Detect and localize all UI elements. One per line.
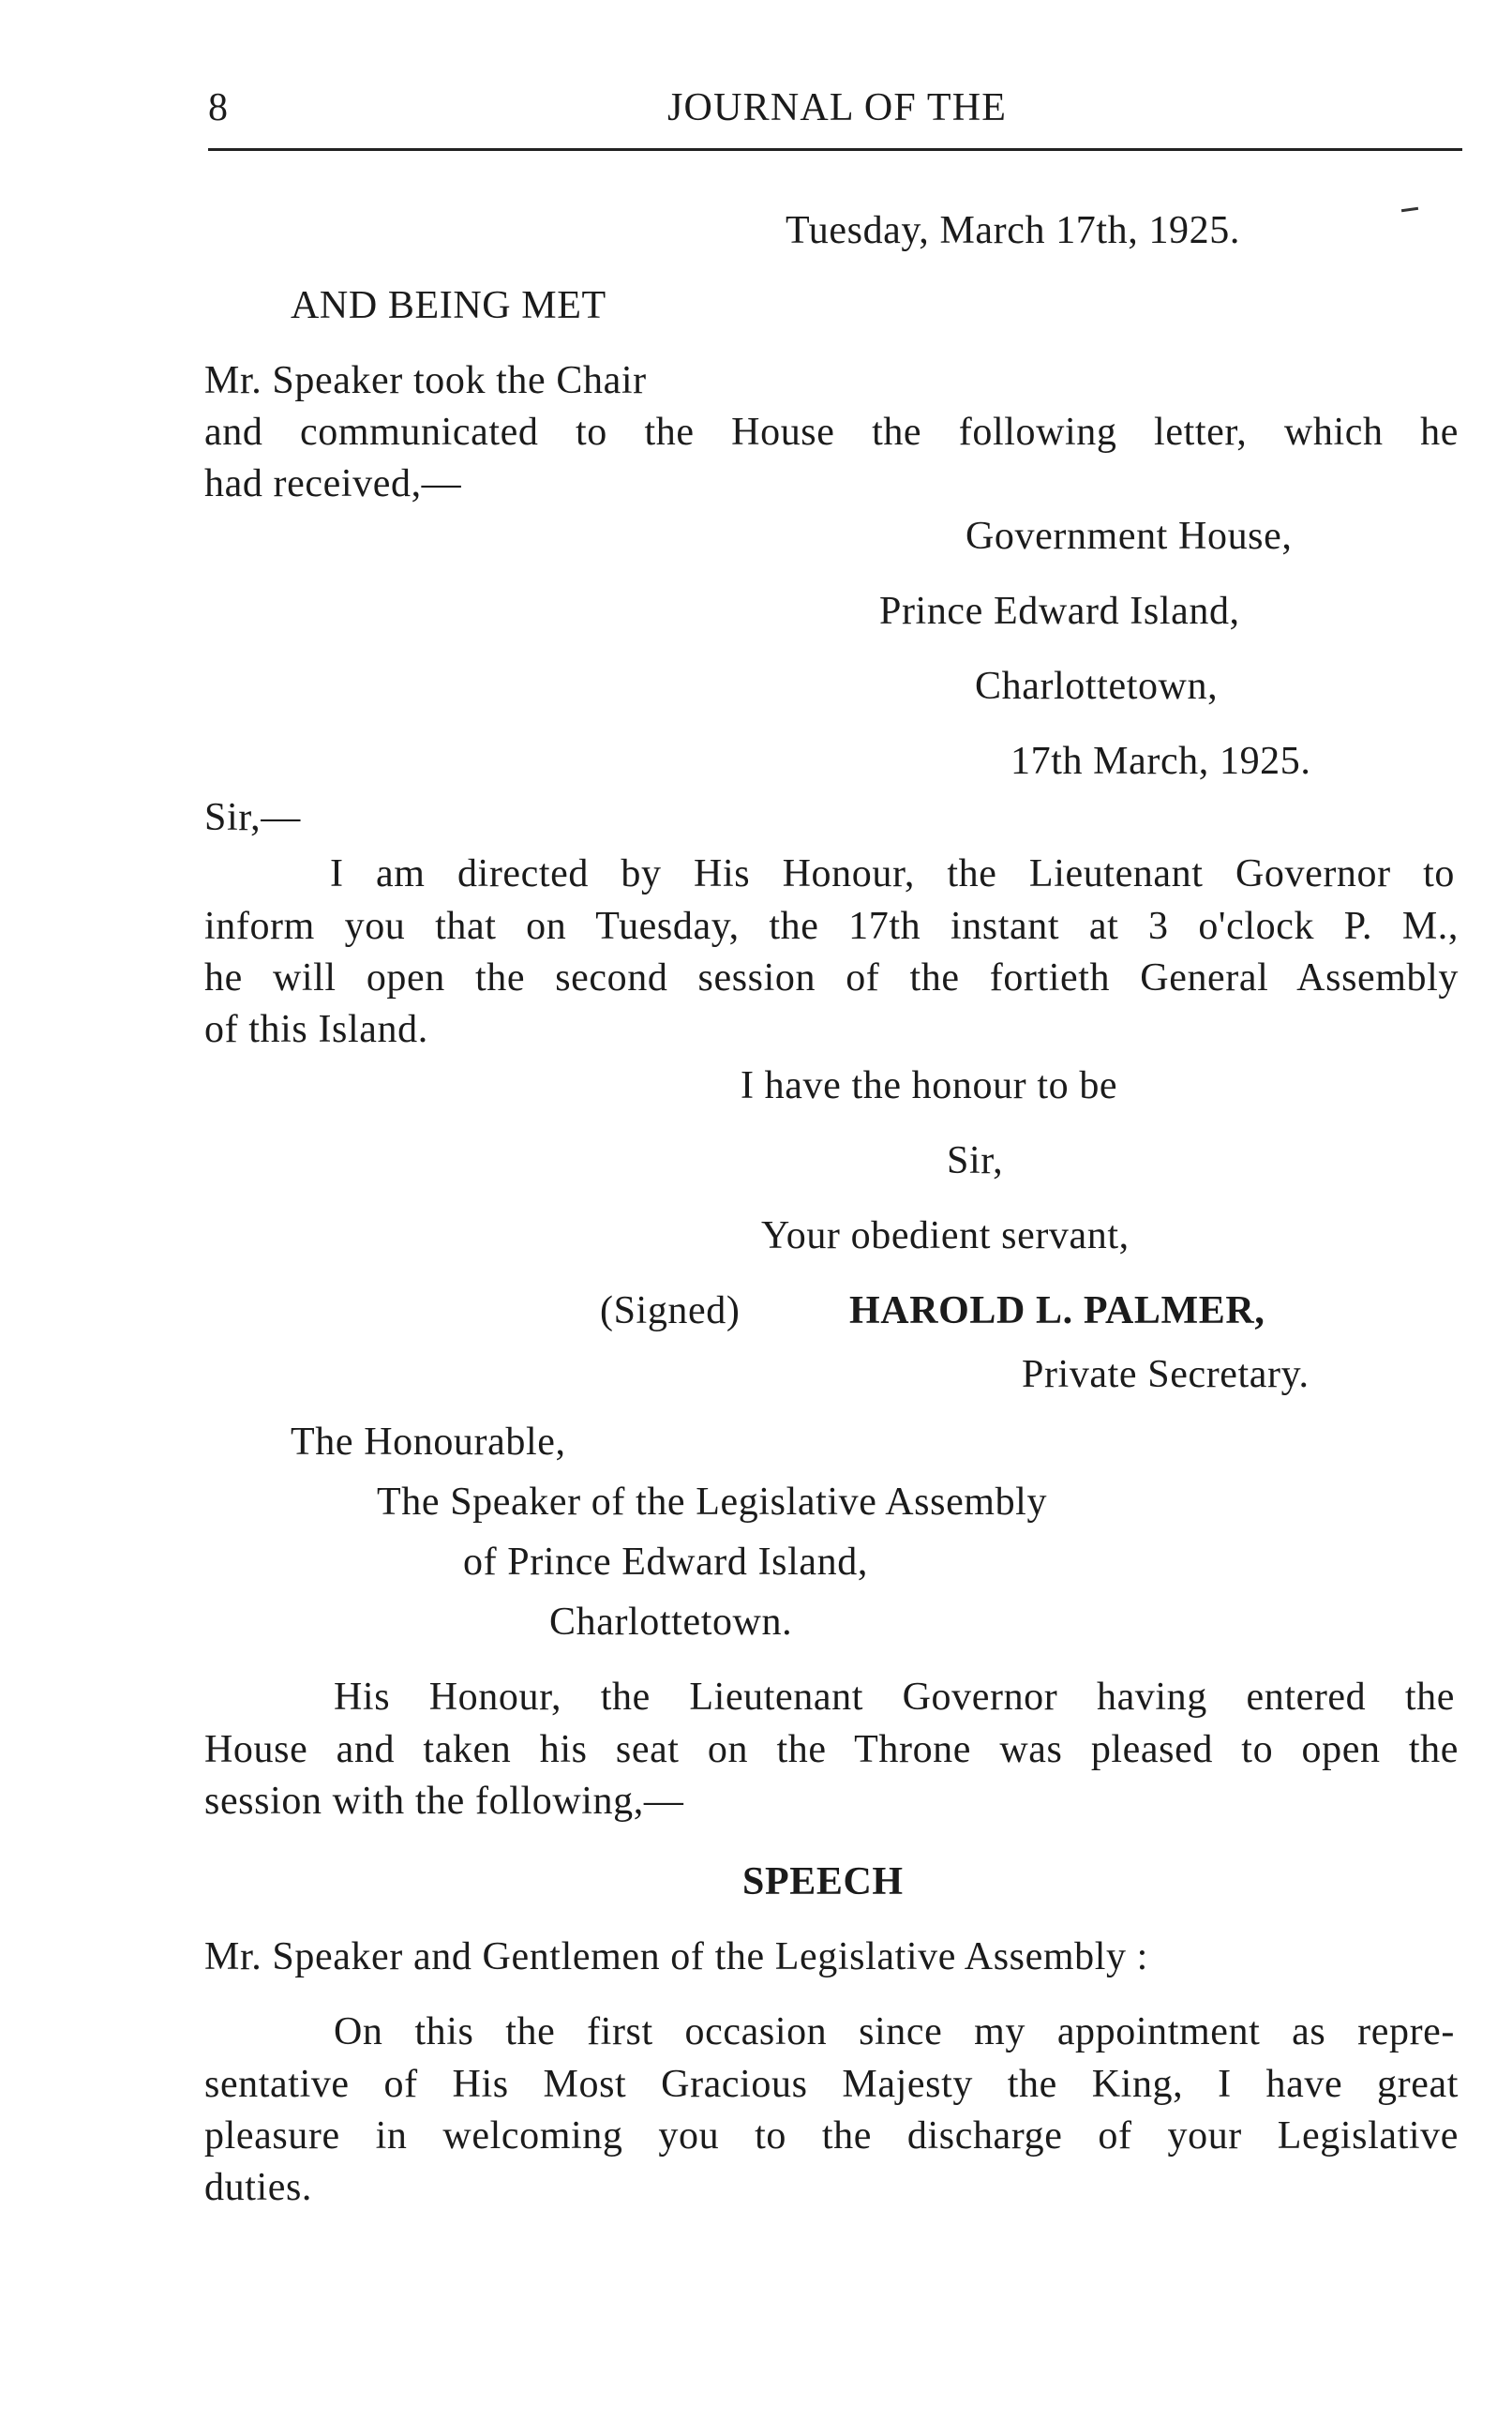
signed-label: (Signed): [600, 1289, 741, 1332]
and-being-met: AND BEING MET: [291, 284, 606, 327]
speech-line: On this the first occasion since my appointment as repre-: [334, 2010, 1455, 2053]
signer-name: HAROLD L. PALMER,: [849, 1289, 1265, 1332]
narrative-line: House and taken his seat on the Throne was pleased to open the: [204, 1728, 1459, 1771]
signer-title: Private Secretary.: [1022, 1353, 1310, 1396]
letter-address-line: Government House,: [966, 515, 1293, 558]
narrative-line: session with the following,—: [204, 1780, 684, 1823]
letter-address-line: Charlottetown,: [975, 665, 1219, 708]
recipient-line: The Speaker of the Legislative Assembly: [377, 1481, 1048, 1524]
recipient-line: of Prince Edward Island,: [463, 1541, 868, 1584]
letter-body-line: inform you that on Tuesday, the 17th instant at 3 o'clock P. M.,: [204, 905, 1459, 948]
letter-address-line: Prince Edward Island,: [879, 590, 1240, 633]
speech-line: pleasure in welcoming you to the discharge of your Legislative: [204, 2114, 1459, 2158]
speech-line: sentative of His Most Gracious Majesty the King, I have great: [204, 2063, 1459, 2106]
closing-honour: I have the honour to be: [741, 1064, 1118, 1107]
letter-body-line: he will open the second session of the fortieth General Assembly: [204, 956, 1459, 1000]
speech-heading: SPEECH: [742, 1860, 904, 1903]
narrative-line: His Honour, the Lieutenant Governor having entered the: [334, 1676, 1455, 1719]
speaker-took-chair: Mr. Speaker took the Chair: [204, 359, 647, 402]
sitting-date: Tuesday, March 17th, 1925.: [786, 209, 1240, 252]
speech-line: duties.: [204, 2166, 313, 2209]
letter-date: 17th March, 1925.: [1010, 740, 1311, 783]
letter-salutation: Sir,—: [204, 796, 301, 839]
page-number: 8: [208, 86, 229, 129]
print-mark: [1401, 207, 1418, 212]
recipient-line: The Honourable,: [291, 1421, 566, 1464]
letter-body-line: I am directed by His Honour, the Lieutenant Governor to: [330, 852, 1455, 895]
communicated-line-2: had received,—: [204, 462, 462, 505]
closing-sir: Sir,: [947, 1139, 1004, 1182]
running-title: JOURNAL OF THE: [667, 86, 1008, 129]
communicated-line-1: and communicated to the House the following letter, which he: [204, 411, 1459, 454]
letter-body-line: of this Island.: [204, 1008, 428, 1051]
speech-address: Mr. Speaker and Gentlemen of the Legislative Assembly :: [204, 1935, 1148, 1978]
closing-servant: Your obedient servant,: [761, 1214, 1130, 1257]
header-rule: [208, 148, 1462, 151]
recipient-line: Charlottetown.: [549, 1601, 793, 1644]
